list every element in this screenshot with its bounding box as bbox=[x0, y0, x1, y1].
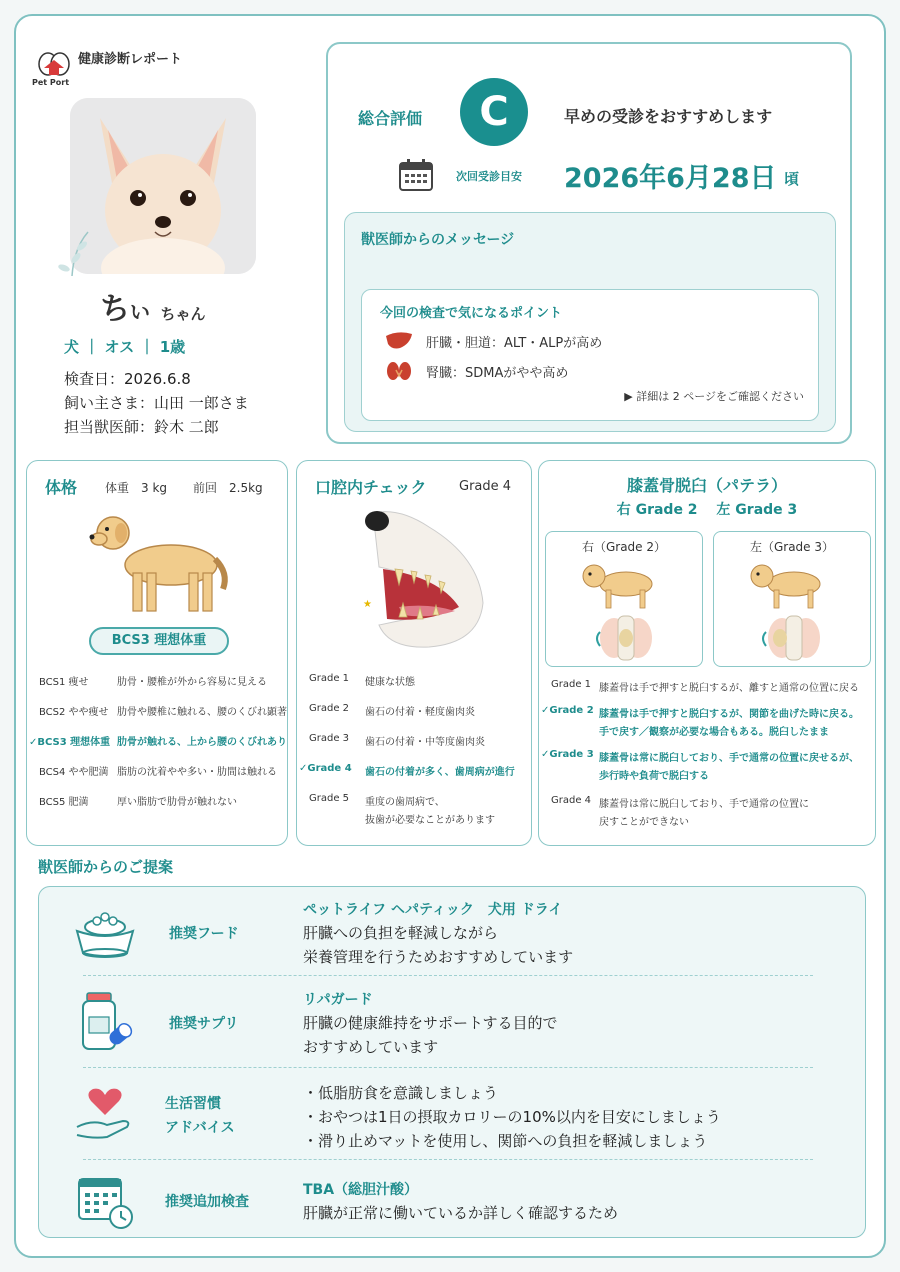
patella-row-desc-selected-line2: 歩行時や負荷で脱臼する bbox=[599, 771, 709, 782]
oral-grade: Grade 4 bbox=[459, 479, 512, 494]
divider bbox=[83, 975, 813, 976]
bcs-row-grade: BCS1 痩せ bbox=[39, 677, 89, 688]
bcs-result-badge: BCS3 理想体重 bbox=[89, 627, 229, 655]
overall-label: 総合評価 bbox=[358, 109, 423, 128]
concern-points-box bbox=[361, 289, 819, 421]
divider bbox=[83, 1159, 813, 1160]
vet-message-title: 獣医師からのメッセージ bbox=[361, 232, 515, 248]
pet-port-logo bbox=[34, 38, 74, 82]
patella-row-desc-selected-line2: 手で戻す／観察が必要な場合もある。脱臼したまま bbox=[599, 727, 829, 738]
body-weight: 体重 3 kg bbox=[105, 481, 168, 495]
bcs-row-grade: BCS2 やや痩せ bbox=[39, 707, 109, 718]
owner-name: 飼い主さま：山田 一郎さま bbox=[64, 394, 249, 412]
bcs-row-grade-selected: ✓BCS3 理想体重 bbox=[29, 737, 111, 748]
lifestyle-advice-3: ・滑り止めマットを使用し、関節への負担を軽減しましょう bbox=[303, 1132, 708, 1150]
patella-right-illustration bbox=[564, 558, 686, 662]
report-page bbox=[14, 14, 886, 1258]
patella-row-desc-selected: 膝蓋骨は手で押すと脱臼するが、関節を曲げた時に戻る。 bbox=[599, 709, 859, 720]
report-title: 健康診断レポート bbox=[78, 52, 183, 67]
oral-row-desc: 健康な状態 bbox=[365, 677, 415, 688]
patella-left-card bbox=[713, 531, 871, 667]
suggestions-title: 獣医師からのご提案 bbox=[38, 858, 174, 876]
oral-row-desc-line2: 抜歯が必要なことがあります bbox=[365, 815, 495, 826]
patella-row-desc-selected: 膝蓋骨は常に脱臼しており、手で通常の位置に戻せるが、 bbox=[599, 753, 859, 764]
patella-row-grade: Grade 4 bbox=[551, 795, 592, 806]
oral-row-desc: 歯石の付着・軽度歯肉炎 bbox=[365, 707, 475, 718]
food-label: 推奨フード bbox=[169, 926, 239, 942]
supplement-desc-line2: おすすめしています bbox=[303, 1038, 439, 1056]
bcs-row-desc: 厚い脂肪で肋骨が触れない bbox=[117, 797, 237, 808]
patella-right-label: 右（Grade 2） bbox=[581, 540, 667, 554]
overall-grade-message: 早めの受診をおすすめします bbox=[564, 107, 773, 126]
lifestyle-label-line2: アドバイス bbox=[165, 1120, 235, 1136]
dog-mouth-illustration bbox=[359, 507, 493, 653]
extra-test-name: TBA（総胆汁酸） bbox=[303, 1182, 419, 1198]
food-product-name: ペットライフ ヘパティック 犬用 ドライ bbox=[303, 902, 563, 918]
pet-honorific: ちゃん bbox=[160, 305, 206, 323]
dog-body-illustration bbox=[83, 503, 233, 619]
bcs-row-desc: 肋骨・腰椎が外から容易に見える bbox=[117, 677, 267, 688]
extra-test-label: 推奨追加検査 bbox=[165, 1194, 249, 1210]
pet-photo bbox=[70, 98, 256, 274]
oral-row-grade: Grade 1 bbox=[309, 673, 350, 684]
lifestyle-advice-2: ・おやつは1日の摂取カロリーの10%以内を目安にしましょう bbox=[303, 1108, 721, 1126]
oral-row-grade: Grade 5 bbox=[309, 793, 350, 804]
liver-icon bbox=[384, 330, 414, 352]
patella-card bbox=[538, 460, 876, 846]
see-details-link[interactable]: ▶ 詳細は 2 ページをご確認ください bbox=[624, 390, 804, 403]
food-desc-line1: 肝臓への負担を軽減しながら bbox=[303, 924, 499, 942]
vet-message-box bbox=[344, 212, 836, 432]
supplement-label: 推奨サプリ bbox=[169, 1016, 239, 1032]
patella-row-desc: 膝蓋骨は手で押すと脱臼するが、離すと通常の位置に戻る bbox=[599, 683, 859, 694]
divider bbox=[83, 1067, 813, 1068]
next-visit-date: 2026年6月28日 bbox=[564, 163, 777, 194]
patella-subtitle: 右 Grade 2 左 Grade 3 bbox=[616, 502, 798, 518]
bcs-row-desc-selected: 肋骨が触れる、上から腰のくびれあり bbox=[117, 737, 287, 748]
supplement-desc-line1: 肝臓の健康維持をサポートする目的で bbox=[303, 1014, 558, 1032]
patella-left-illustration bbox=[732, 558, 854, 662]
bcs-row-desc: 肋骨や腰椎に触れる、腰のくびれ顕著 bbox=[117, 707, 287, 718]
concern-point-kidney: 腎臓：SDMAがやや高め bbox=[426, 366, 569, 381]
oral-row-desc: 重度の歯周病で、 bbox=[365, 797, 445, 808]
patella-row-grade: Grade 1 bbox=[551, 679, 592, 690]
food-desc-line2: 栄養管理を行うためおすすめしています bbox=[303, 948, 574, 966]
body-condition-title: 体格 bbox=[45, 478, 78, 497]
calendar-icon bbox=[398, 158, 434, 192]
pet-name-small: い bbox=[130, 300, 150, 324]
pet-profile: 犬 ｜ オス ｜ 1歳 bbox=[64, 338, 186, 356]
patella-row-desc-line2: 戻すことができない bbox=[599, 817, 689, 828]
bcs-row-grade: BCS4 やや肥満 bbox=[39, 767, 109, 778]
pet-name-main: ち bbox=[100, 292, 130, 327]
kidney-icon bbox=[386, 360, 412, 382]
patella-title: 膝蓋骨脱臼（パテラ） bbox=[626, 476, 787, 495]
oral-row-grade-selected: ✓Grade 4 bbox=[299, 763, 352, 774]
leaf-decoration-icon bbox=[52, 228, 92, 278]
summary-panel bbox=[326, 42, 852, 444]
food-bowl-icon bbox=[73, 901, 137, 961]
suggestions-box bbox=[38, 886, 866, 1238]
next-visit-suffix: 頃 bbox=[784, 170, 800, 188]
oral-row-grade: Grade 2 bbox=[309, 703, 350, 714]
pet-name bbox=[100, 284, 205, 328]
supplement-icon bbox=[73, 989, 137, 1055]
heart-hand-icon bbox=[73, 1081, 137, 1145]
patella-row-desc: 膝蓋骨は常に脱臼しており、手で通常の位置に bbox=[599, 799, 809, 810]
patella-left-label: 左（Grade 3） bbox=[749, 540, 835, 554]
patella-right-card bbox=[545, 531, 703, 667]
oral-check-title: 口腔内チェック bbox=[315, 478, 427, 497]
patella-row-grade-selected: ✓Grade 3 bbox=[541, 749, 594, 760]
exam-date: 検査日：2026.6.8 bbox=[64, 370, 191, 388]
oral-row-desc: 歯石の付着・中等度歯肉炎 bbox=[365, 737, 485, 748]
bcs-row-desc: 脂肪の沈着やや多い・肋間は触れる bbox=[117, 767, 277, 778]
concern-point-liver: 肝臓・胆道：ALT・ALPが高め bbox=[426, 336, 603, 351]
patella-row-grade-selected: ✓Grade 2 bbox=[541, 705, 594, 716]
bcs-row-grade: BCS5 肥満 bbox=[39, 797, 89, 808]
oral-check-card bbox=[296, 460, 532, 846]
overall-grade-badge: C bbox=[460, 78, 528, 146]
concern-points-title: 今回の検査で気になるポイント bbox=[380, 306, 563, 321]
body-condition-card bbox=[26, 460, 288, 846]
calendar-clock-icon bbox=[73, 1171, 137, 1231]
oral-row-grade: Grade 3 bbox=[309, 733, 350, 744]
logo-name: Pet Port bbox=[32, 78, 70, 87]
extra-test-desc: 肝臓が正常に働いているか詳しく確認するため bbox=[303, 1204, 619, 1222]
lifestyle-advice-1: ・低脂肪食を意識しましょう bbox=[303, 1084, 499, 1102]
supplement-product-name: リパガード bbox=[303, 992, 373, 1008]
next-visit-label: 次回受診目安 bbox=[456, 170, 522, 183]
chihuahua-image bbox=[70, 98, 256, 274]
svg-text:★: ★ bbox=[363, 599, 372, 610]
vet-name: 担当獣医師：鈴木 二郎 bbox=[64, 418, 219, 436]
oral-row-desc-selected: 歯石の付着が多く、歯周病が進行 bbox=[365, 767, 515, 778]
lifestyle-label: 生活習慣 bbox=[165, 1096, 221, 1112]
body-previous-weight: 前回 2.5kg bbox=[193, 481, 263, 495]
